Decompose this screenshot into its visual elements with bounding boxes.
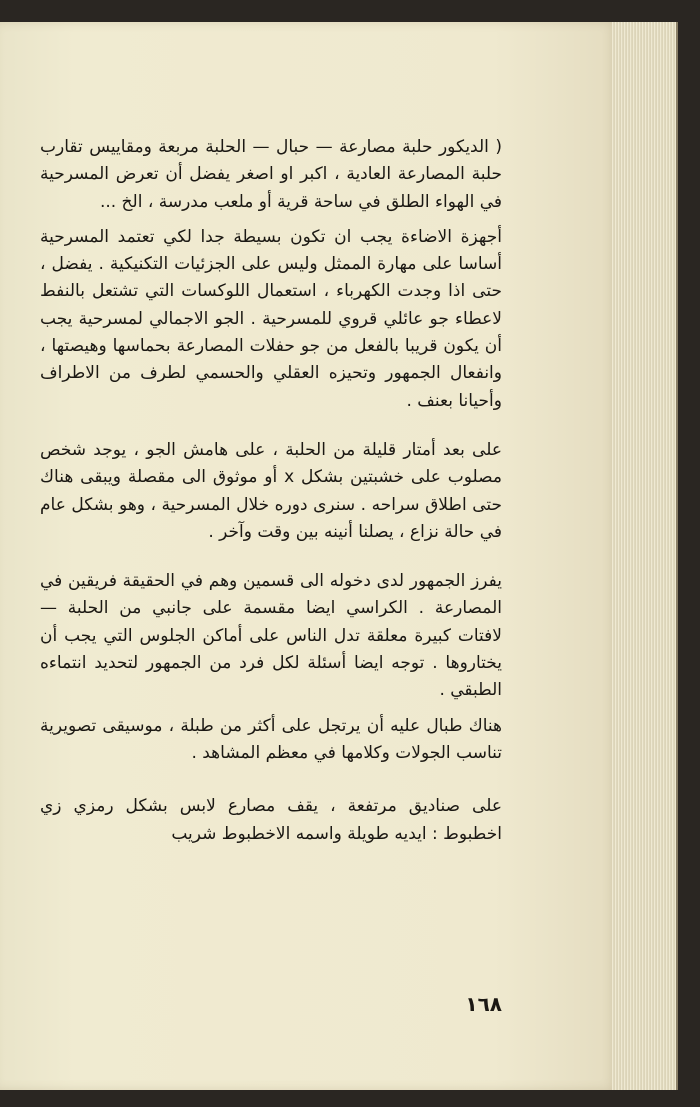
paragraph-decor: ( الديكور حلبة مصارعة — حبال — الحلبة مربعة ومقاييس تقارب حلبة المصارعة العادية ، اكبر او اصغر يفضل أن تعرض المسرحية في الهواء الطلق في ساحة قرية أو ملعب مدرسة ، الخ ... <box>40 137 502 212</box>
book-page <box>0 22 618 1090</box>
paragraph-audience: يفرز الجمهور لدى دخوله الى قسمين وهم في الحقيقة فريقين في المصارعة . الكراسي ايضا مقسمة على جانبي من الحلبة — لافتات كبيرة معلقة تدل الناس على أماكن الجلوس التي يجب أن يختاروها . توجه ايضا أسئلة لكل فرد من الجمهور لتحديد انتماءه الطبقي . <box>40 571 502 701</box>
page-text <box>40 134 502 848</box>
page-number: ١٦٨ <box>465 992 502 1016</box>
paragraph-drummer: هناك طبال عليه أن يرتجل على أكثر من طبلة ، موسيقى تصويرية تناسب الجولات وكلامها في معظم المشاهد . <box>40 715 502 763</box>
page-edges <box>612 22 678 1090</box>
paragraph-lighting: أجهزة الاضاءة يجب ان تكون بسيطة جدا لكي تعتمد المسرحية أساسا على مهارة الممثل وليس على الجزئيات التكنيكية . يفضل ، حتى اذا وجدت الكهرباء ، استعمال اللوكسات التي تشتعل بالنفط لاعطاء جو عائلي قروي للمسرحية . الجو الاجمالي لمسرحية يجب أن يكون قريبا بالفعل من جو حفلات المصارعة بحماسها وهيصتها ، وانفعال الجمهور وتحيزه العقلي والحسمي لطرف من الاطراف وأحيانا بعنف . <box>40 226 502 411</box>
paragraph-crucified-figure: على بعد أمتار قليلة من الحلبة ، على هامش الجو ، يوجد شخص مصلوب على خشبتين بشكل x أو موثوق الى مقصلة ويبقى هناك حتى اطلاق سراحه . سنرى دوره خلال المسرحية ، وهو بشكل عام في حالة نزاع ، يصلنا أنينه بين وقت وآخر . <box>40 439 502 542</box>
book <box>0 22 676 1090</box>
paragraph-octopus-wrestler: على صناديق مرتفعة ، يقف مصارع لابس بشكل رمزي زي اخطبوط : ايديه طويلة واسمه الاخطبوط شريب <box>40 796 502 844</box>
